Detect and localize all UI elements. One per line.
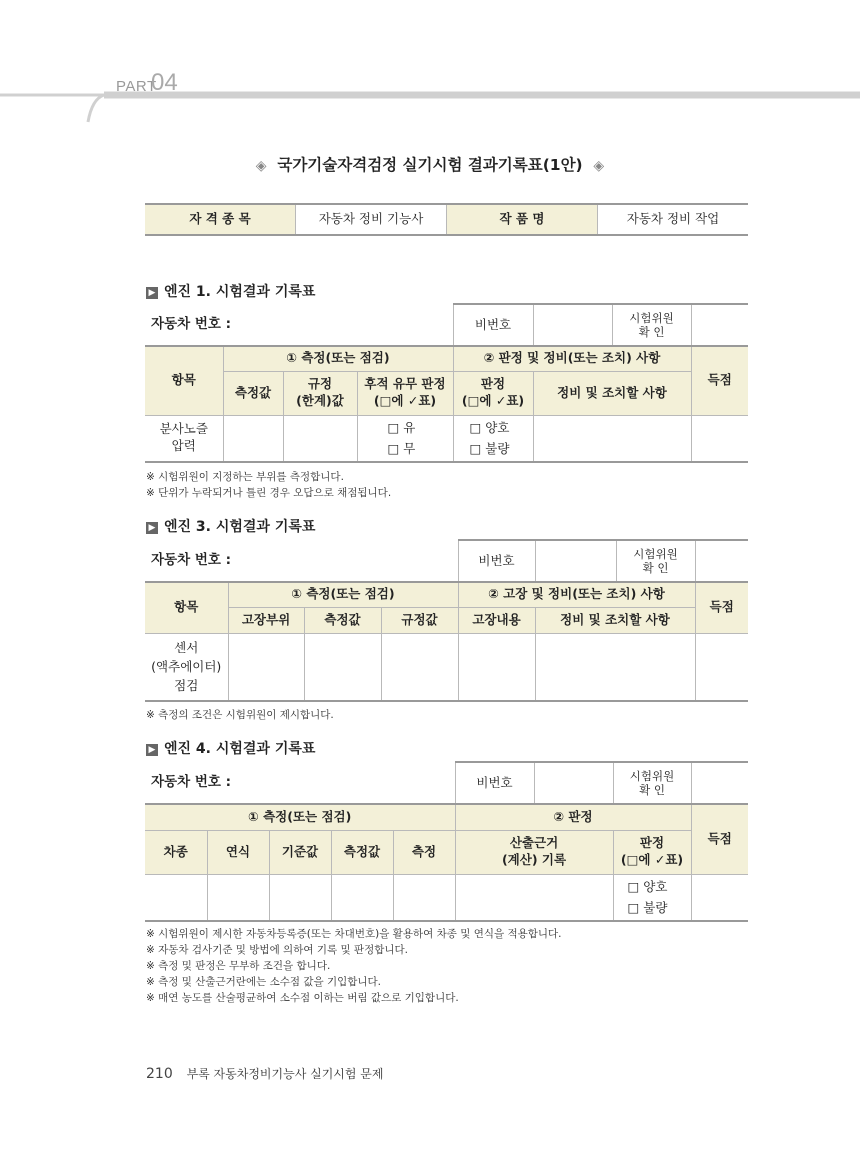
bibon-label: 비번호 (453, 304, 533, 346)
note-line: ※ 측정 및 산출근거란에는 소수점 값을 기입합니다. (146, 976, 382, 988)
bibon-value (533, 304, 691, 346)
bibon-area (455, 762, 613, 804)
item-header: 항목 (145, 582, 228, 633)
action-cell[interactable] (533, 415, 691, 462)
score-header: 득점 (695, 582, 748, 633)
calc-basis-header: 산출근거 (계산) 기록 (455, 830, 613, 874)
standard-value-header: 기준값 (269, 830, 331, 874)
examiner-line2: 확 인 (638, 325, 665, 339)
item-header: 항목 (145, 346, 223, 415)
measured-value-cell[interactable] (331, 874, 393, 921)
option-yes-checkbox[interactable]: □ 유 (387, 420, 416, 435)
judge-header: 판정 (□에 ✓표) (453, 371, 533, 415)
judgement-group-header: ② 판정 및 정비(또는 조치) 사항 (453, 346, 691, 371)
page-number: 210 (146, 1066, 173, 1082)
note-line: ※ 단위가 누락되거나 틀린 경우 오답으로 채점됩니다. (146, 487, 392, 499)
examiner-confirm-label (616, 541, 695, 581)
action-header: 정비 및 조치할 사항 (533, 371, 691, 415)
note-line: ※ 자동차 검사기준 및 방법에 의하여 기록 및 판정합니다. (146, 944, 408, 956)
examiner-line1: 시험위원 (629, 768, 675, 783)
examiner-line2: 확 인 (642, 561, 669, 575)
header-curve (0, 0, 860, 130)
bibon-label: 비번호 (458, 540, 535, 582)
engine3-notes (146, 707, 334, 723)
fault-part-header: 고장부위 (228, 607, 304, 633)
car-type-cell[interactable] (145, 874, 207, 921)
action-header: 정비 및 조치할 사항 (535, 607, 695, 633)
car-number-label: 자동차 번호 : (145, 540, 458, 582)
score-header: 득점 (691, 346, 748, 415)
measured-value-header: 측정값 (223, 371, 283, 415)
fault-group-header: ② 고장 및 정비(또는 조치) 사항 (458, 582, 695, 607)
measured-value-header: 측정값 (331, 830, 393, 874)
engine3-table (145, 539, 748, 702)
arrow-box-icon: ▶ (146, 287, 158, 299)
option-bad-checkbox[interactable]: □ 불량 (469, 441, 510, 457)
arrow-box-icon: ▶ (146, 522, 158, 534)
year-cell[interactable] (207, 874, 269, 921)
option-good-checkbox[interactable]: □ 양호 (627, 879, 668, 894)
bibon-label: 비번호 (456, 763, 535, 803)
arrow-box-icon: ▶ (146, 744, 158, 756)
standard-value-cell[interactable] (269, 874, 331, 921)
examiner-confirm-value (691, 762, 748, 804)
spec-cell[interactable] (381, 633, 458, 701)
year-header: 연식 (207, 830, 269, 874)
engine1-notes (146, 469, 391, 501)
diamond-icon: ◈ (593, 158, 605, 174)
measure-header: 측정 (393, 830, 455, 874)
engine4-notes (146, 926, 562, 1006)
judge-options (453, 415, 533, 462)
measured-cell[interactable] (223, 415, 283, 462)
page-header (0, 0, 860, 130)
examiner-line1: 시험위원 (629, 310, 674, 325)
engine1-table (145, 303, 748, 463)
fault-content-header: 고장내용 (458, 607, 535, 633)
measurement-group-header: ① 측정(또는 점검) (223, 346, 453, 371)
section-title-engine4 (146, 738, 315, 758)
examiner-confirm-label (613, 762, 691, 804)
note-line: ※ 시험위원이 지정하는 부위를 측정합니다. (146, 471, 344, 483)
after-drip-header: 후적 유무 판정 (□에 ✓표) (357, 371, 453, 415)
part-label: PART (116, 78, 157, 95)
document-title-text: 국가기술자격검정 실기시험 결과기록표(1안) (277, 156, 583, 174)
car-type-header: 차종 (145, 830, 207, 874)
note-line: ※ 측정의 조건은 시험위원이 제시합니다. (146, 709, 334, 721)
judgement-group-header: ② 판정 (455, 804, 691, 830)
examiner-confirm-value (695, 540, 748, 582)
examiner-confirm-value (691, 304, 748, 346)
measure-cell[interactable] (393, 874, 455, 921)
spec-value-header: 규정값 (381, 607, 458, 633)
spec-value-header: 규정 (한계)값 (283, 371, 357, 415)
option-bad-checkbox[interactable]: □ 불량 (627, 900, 668, 916)
car-number-label: 자동차 번호 : (145, 304, 453, 346)
work-name-label: 작 품 명 (447, 204, 598, 235)
diamond-icon: ◈ (255, 158, 267, 174)
fault-part-cell[interactable] (228, 633, 304, 701)
examiner-line2: 확 인 (639, 783, 665, 797)
qualification-value: 자동차 정비 기능사 (296, 204, 447, 235)
section-title-engine3 (146, 516, 315, 536)
section-title-engine1 (146, 281, 315, 301)
score-header: 득점 (691, 804, 748, 874)
part-number: 04 (151, 69, 178, 96)
after-drip-options (357, 415, 453, 462)
spec-cell[interactable] (283, 415, 357, 462)
section-title-text: 엔진 3. 시험결과 기록표 (164, 519, 316, 535)
option-good-checkbox[interactable]: □ 양호 (469, 420, 510, 435)
score-cell (691, 874, 748, 921)
footer-text: 부록 자동차정비기능사 실기시험 문제 (186, 1067, 384, 1081)
engine4-table (145, 761, 748, 922)
score-cell (691, 415, 748, 462)
measurement-group-header: ① 측정(또는 점검) (145, 804, 455, 830)
document-title (0, 153, 860, 175)
option-no-checkbox[interactable]: □ 무 (387, 441, 416, 457)
note-line: ※ 측정 및 판정은 무부하 조건을 합니다. (146, 960, 331, 972)
score-cell (695, 633, 748, 701)
qualification-label: 자 격 종 목 (145, 204, 296, 235)
measured-value-header: 측정값 (304, 607, 381, 633)
fault-content-cell[interactable] (458, 633, 535, 701)
page-footer (146, 1065, 383, 1082)
note-line: ※ 매연 농도를 산술평균하여 소수점 이하는 버림 값으로 기입합니다. (146, 992, 459, 1004)
measurement-group-header: ① 측정(또는 점검) (228, 582, 458, 607)
examiner-confirm-label (612, 305, 691, 345)
examiner-line1: 시험위원 (633, 546, 678, 561)
work-name-value: 자동차 정비 작업 (598, 204, 749, 235)
row-label: 분사노즐 압력 (145, 415, 223, 462)
row-label: 센서 (액추에이터) 점검 (145, 633, 228, 701)
bibon-value (535, 540, 695, 582)
judge-header: 판정 (□에 ✓표) (613, 830, 691, 874)
calc-basis-cell[interactable] (455, 874, 613, 921)
judge-options (613, 874, 691, 921)
car-number-label: 자동차 번호 : (145, 762, 455, 804)
note-line: ※ 시험위원이 제시한 자동차등록증(또는 차대번호)을 활용하여 차종 및 연식을 적용합니다. (146, 928, 562, 940)
section-title-text: 엔진 4. 시험결과 기록표 (164, 741, 316, 757)
qualification-table (145, 203, 748, 236)
measured-cell[interactable] (304, 633, 381, 701)
action-cell[interactable] (535, 633, 695, 701)
section-title-text: 엔진 1. 시험결과 기록표 (164, 284, 316, 300)
